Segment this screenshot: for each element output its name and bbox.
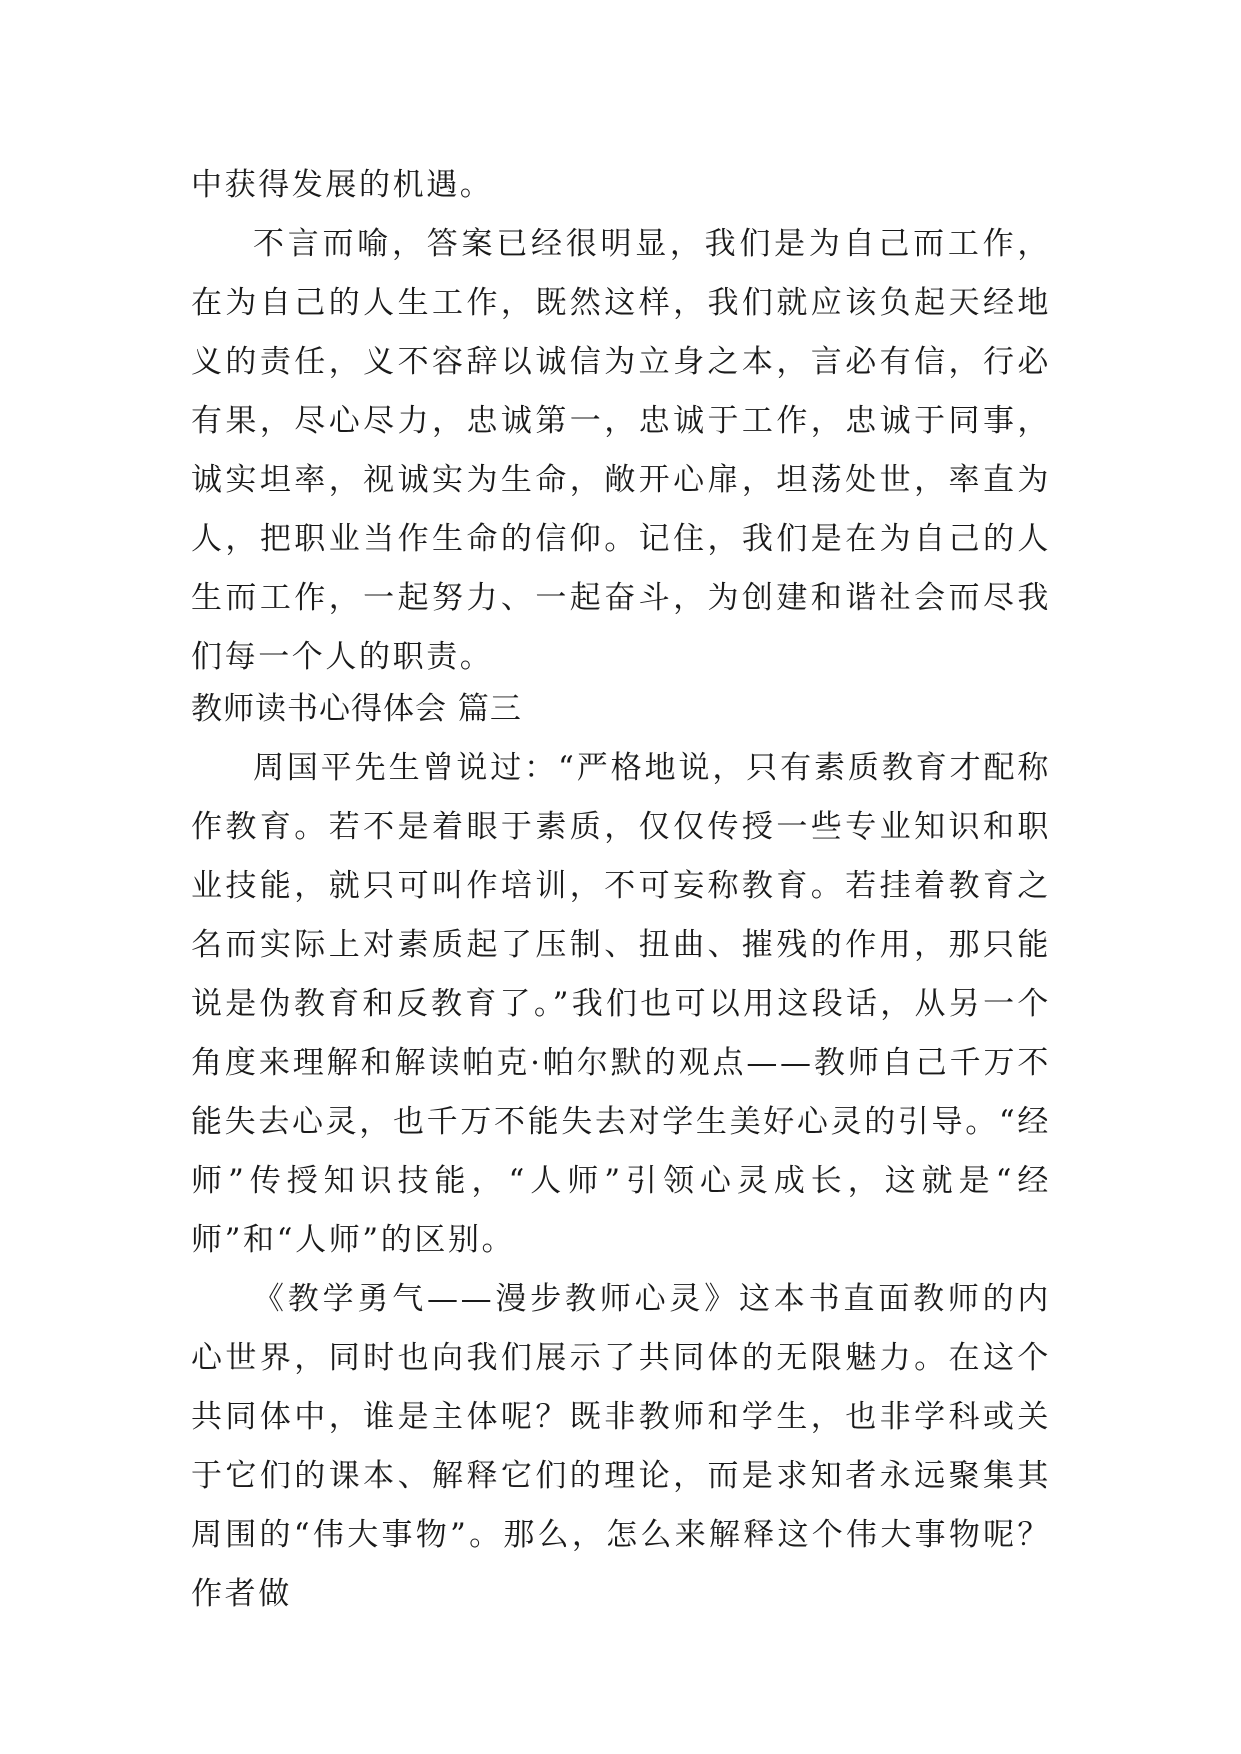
continued-line: 中获得发展的机遇。 [191, 167, 494, 203]
section-body [191, 739, 1051, 1624]
paragraph: 《教学勇气——漫步教师心灵》这本书直面教师的内心世界，同时也向我们展示了共同体的无限魅力。在这个共同体中，谁是主体呢？既非教师和学生，也非学科或关于它们的课本、解释它们的理论，而是求知者永远聚集其周围的“伟大事物”。那么，怎么来解释这个伟大事物呢？作者做 [191, 1281, 1051, 1612]
section-title: 教师读书心得体会 篇三 [191, 691, 522, 727]
paragraph: 不言而喻，答案已经很明显，我们是为自己而工作，在为自己的人生工作，既然这样，我们就应该负起天经地义的责任，义不容辞以诚信为立身之本，言必有信，行必有果，尽心尽力，忠诚第一，忠诚于工作，忠诚于同事，诚实坦率，视诚实为生命，敞开心扉，坦荡处世，率直为人，把职业当作生命的信仰。记住，我们是在为自己的人生而工作，一起努力、一起奋斗，为创建和谐社会而尽我们每一个人的职责。 [191, 226, 1051, 675]
paragraph: 周国平先生曾说过：“严格地说，只有素质教育才配称作教育。若不是着眼于素质，仅仅传授一些专业知识和职业技能，就只可叫作培训，不可妄称教育。若挂着教育之名而实际上对素质起了压制、扭曲、摧残的作用，那只能说是伪教育和反教育了。”我们也可以用这段话，从另一个角度来理解和解读帕克·帕尔默的观点——教师自己千万不能失去心灵，也千万不能失去对学生美好心灵的引导。“经师”传授知识技能，“人师”引领心灵成长，这就是“经师”和“人师”的区别。 [191, 750, 1051, 1258]
continued-text-block [191, 156, 1051, 687]
